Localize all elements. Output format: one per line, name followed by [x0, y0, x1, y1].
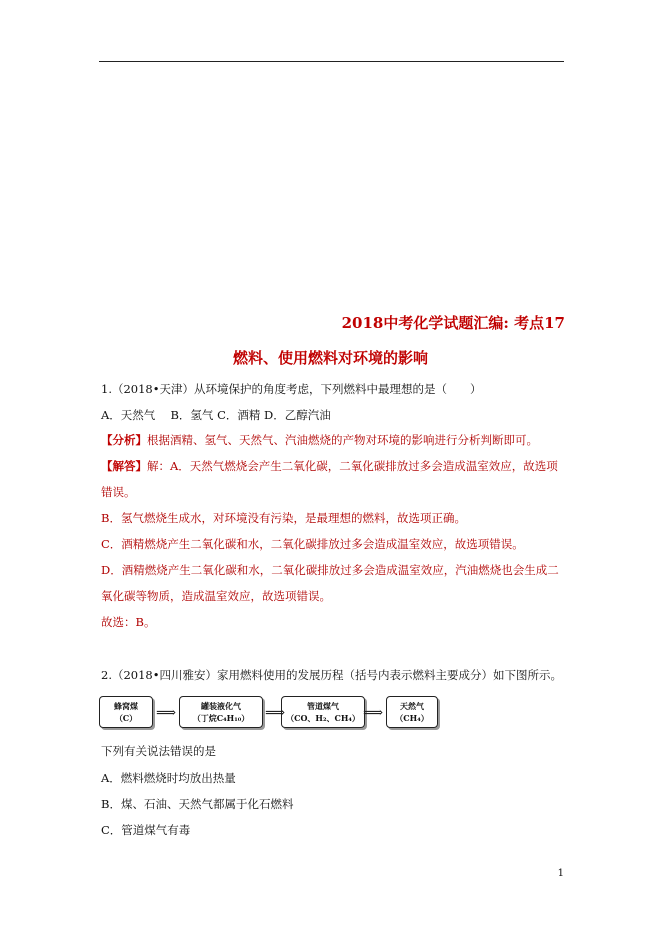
q1-analysis — [101, 432, 538, 448]
q2-prompt: 下列有关说法错误的是 — [101, 744, 216, 758]
flow-step-honeycomb-coal — [99, 696, 153, 728]
q2-stem: 2.（2018•四川雅安）家用燃料使用的发展历程（括号内表示燃料主要成分）如下图所示。 — [101, 668, 563, 682]
q1-answer-a — [101, 458, 558, 474]
flow-arrow-icon: ⟹ — [265, 705, 286, 721]
document-title: 2018中考化学试题汇编: 考点17 — [341, 314, 565, 332]
flow-step-formula: （丁烷C₄H₁₀） — [192, 713, 250, 723]
q1-answer-d: D．酒精燃烧产生二氧化碳和水，二氧化碳排放过多会造成温室效应，汽油燃烧也会生成二 — [101, 563, 559, 577]
flow-step-name: 管道煤气 — [307, 701, 339, 711]
q2-option-a: A．燃料燃烧时均放出热量 — [101, 771, 236, 785]
flow-step-name: 罐装液化气 — [201, 701, 241, 711]
q2-option-c: C．管道煤气有毒 — [101, 823, 191, 837]
q1-answer-d-cont: 氧化碳等物质，造成温室效应，故选项错误。 — [101, 589, 331, 603]
flow-step-lpg — [179, 696, 263, 728]
flow-step-natural-gas — [386, 696, 438, 728]
flow-step-formula: （CH₄） — [395, 713, 429, 723]
flow-step-name: 蜂窝煤 — [114, 701, 138, 711]
flow-arrow-icon: ⟹ — [363, 705, 384, 721]
header-rule — [99, 61, 564, 62]
answer-a-text: 解：A．天然气燃烧会产生二氧化碳，二氧化碳排放过多会造成温室效应，故选项 — [147, 459, 558, 473]
flow-arrow-icon: ⟹ — [156, 705, 177, 721]
fuel-flow-diagram — [99, 696, 441, 730]
q1-answer-a-cont: 错误。 — [101, 485, 136, 499]
analysis-text: 根据酒精、氢气、天然气、汽油燃烧的产物对环境的影响进行分析判断即可。 — [147, 433, 538, 447]
flow-step-formula: （CO、H₂、CH₄） — [286, 713, 360, 723]
q1-final-answer: 故选：B。 — [101, 615, 156, 629]
q1-stem: 1.（2018•天津）从环境保护的角度考虑，下列燃料中最理想的是（ ） — [101, 382, 482, 396]
answer-tag: 【解答】 — [101, 459, 147, 473]
page-number: 1 — [557, 868, 564, 879]
analysis-tag: 【分析】 — [101, 433, 147, 447]
flow-step-name: 天然气 — [400, 701, 424, 711]
q2-option-b: B．煤、石油、天然气都属于化石燃料 — [101, 797, 294, 811]
q1-answer-c: C．酒精燃烧产生二氧化碳和水，二氧化碳排放过多会造成温室效应，故选项错误。 — [101, 537, 524, 551]
q1-answer-b: B．氢气燃烧生成水，对环境没有污染，是最理想的燃料，故选项正确。 — [101, 511, 466, 525]
document-subtitle: 燃料、使用燃料对环境的影响 — [232, 349, 428, 367]
flow-step-pipeline-gas — [281, 696, 365, 728]
flow-step-formula: （C） — [114, 713, 138, 723]
q1-options: A．天然气 B．氢气 C．酒精 D．乙醇汽油 — [101, 408, 331, 422]
